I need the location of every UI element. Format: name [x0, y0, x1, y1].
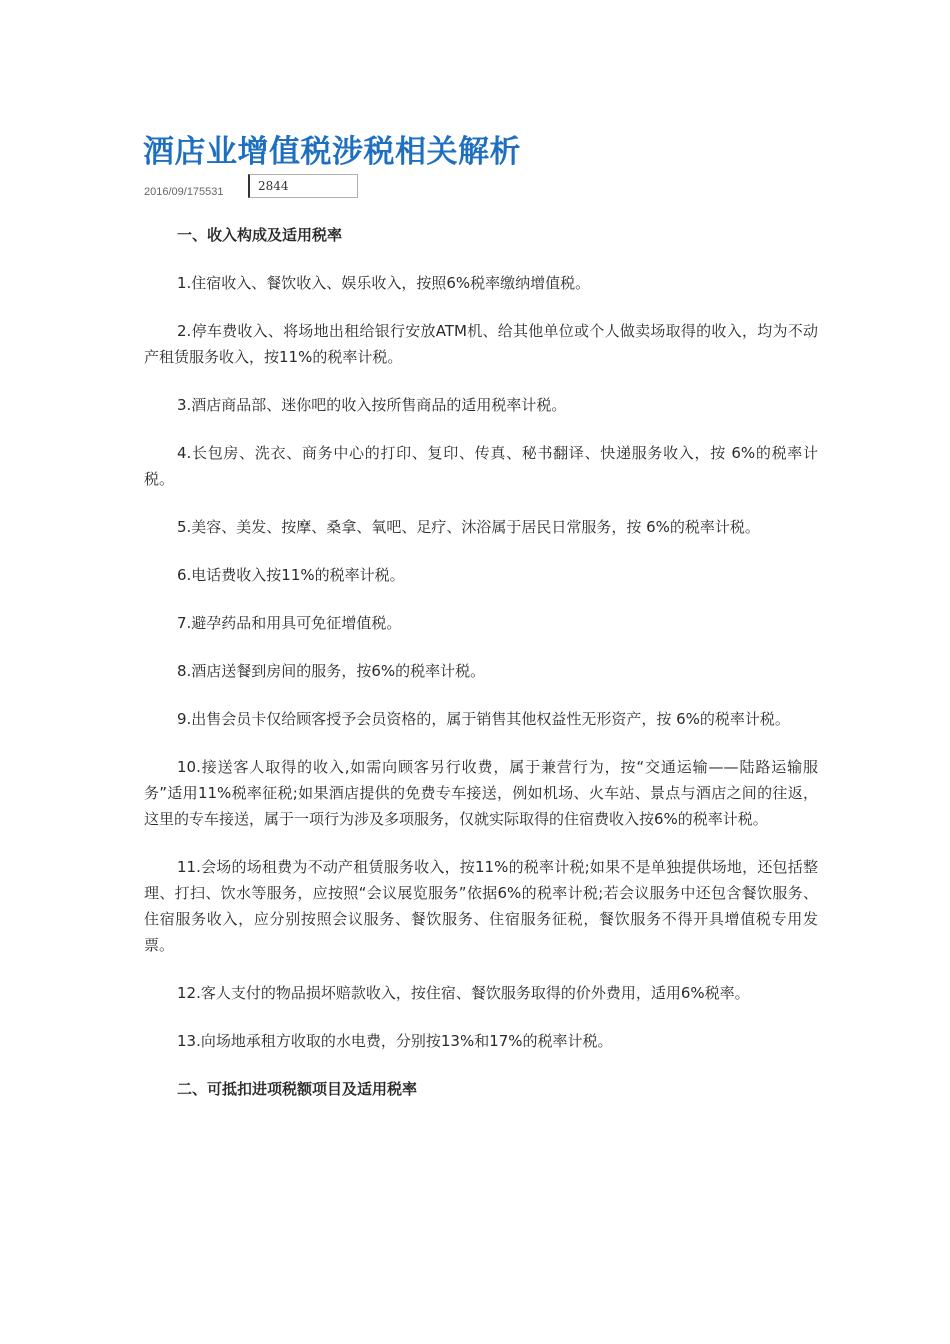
paragraph-item-6: 6.电话费收入按11%的税率计税。	[177, 566, 405, 584]
paragraph-item-10: 10.接送客人取得的收入,如需向顾客另行收费，属于兼营行为，按“交通运输——陆路运输服务”适用11%税率征税;如果酒店提供的免费专车接送，例如机场、火车站、景点与酒店之间的往返，这里的专车接送，属于一项行为涉及多项服务，仅就实际取得的住宿费收入按6%的税率计税。	[144, 758, 818, 828]
paragraph-item-4: 4.长包房、洗衣、商务中心的打印、复印、传真、秘书翻译、快递服务收入，按 6%的税率计税。	[144, 444, 818, 488]
section-heading: 一、收入构成及适用税率	[177, 226, 343, 244]
paragraph-item-2: 2.停车费收入、将场地出租给银行安放ATM机、给其他单位或个人做卖场取得的收入，均为不动产租赁服务收入，按11%的税率计税。	[144, 322, 818, 366]
paragraph-item-13: 13.向场地承租方收取的水电费，分别按13%和17%的税率计税。	[177, 1032, 613, 1050]
paragraph-item-12: 12.客人支付的物品损坏赔款收入，按住宿、餐饮服务取得的价外费用，适用6%税率。	[177, 984, 750, 1002]
paragraph-item-5: 5.美容、美发、按摩、桑拿、氧吧、足疗、沐浴属于居民日常服务，按 6%的税率计税。	[177, 518, 760, 536]
paragraph-item-8: 8.酒店送餐到房间的服务，按6%的税率计税。	[177, 662, 486, 680]
article-body	[144, 222, 818, 1124]
paragraph-item-1: 1.住宿收入、餐饮收入、娱乐收入，按照6%税率缴纳增值税。	[177, 274, 591, 292]
paragraph-item-11: 11.会场的场租费为不动产租赁服务收入，按11%的税率计税;如果不是单独提供场地，还包括整理、打扫、饮水等服务，应按照“会议展览服务”依据6%的税率计税;若会议服务中还包含餐饮服务、住宿服务收入，应分别按照会议服务、餐饮服务、住宿服务征税，餐饮服务不得开具增值税专用发票。	[144, 858, 818, 954]
article-date: 2016/09/175531	[144, 186, 224, 198]
article-title: 酒店业增值税涉税相关解析	[143, 134, 521, 170]
paragraph-item-7: 7.避孕药品和用具可免征增值税。	[177, 614, 402, 632]
section-heading-2: 二、可抵扣进项税额项目及适用税率	[177, 1080, 418, 1098]
paragraph-item-3: 3.酒店商品部、迷你吧的收入按所售商品的适用税率计税。	[177, 396, 567, 414]
view-counter: 2844	[248, 174, 358, 198]
paragraph-item-9: 9.出售会员卡仅给顾客授予会员资格的，属于销售其他权益性无形资产，按 6%的税率计税。	[177, 710, 790, 728]
